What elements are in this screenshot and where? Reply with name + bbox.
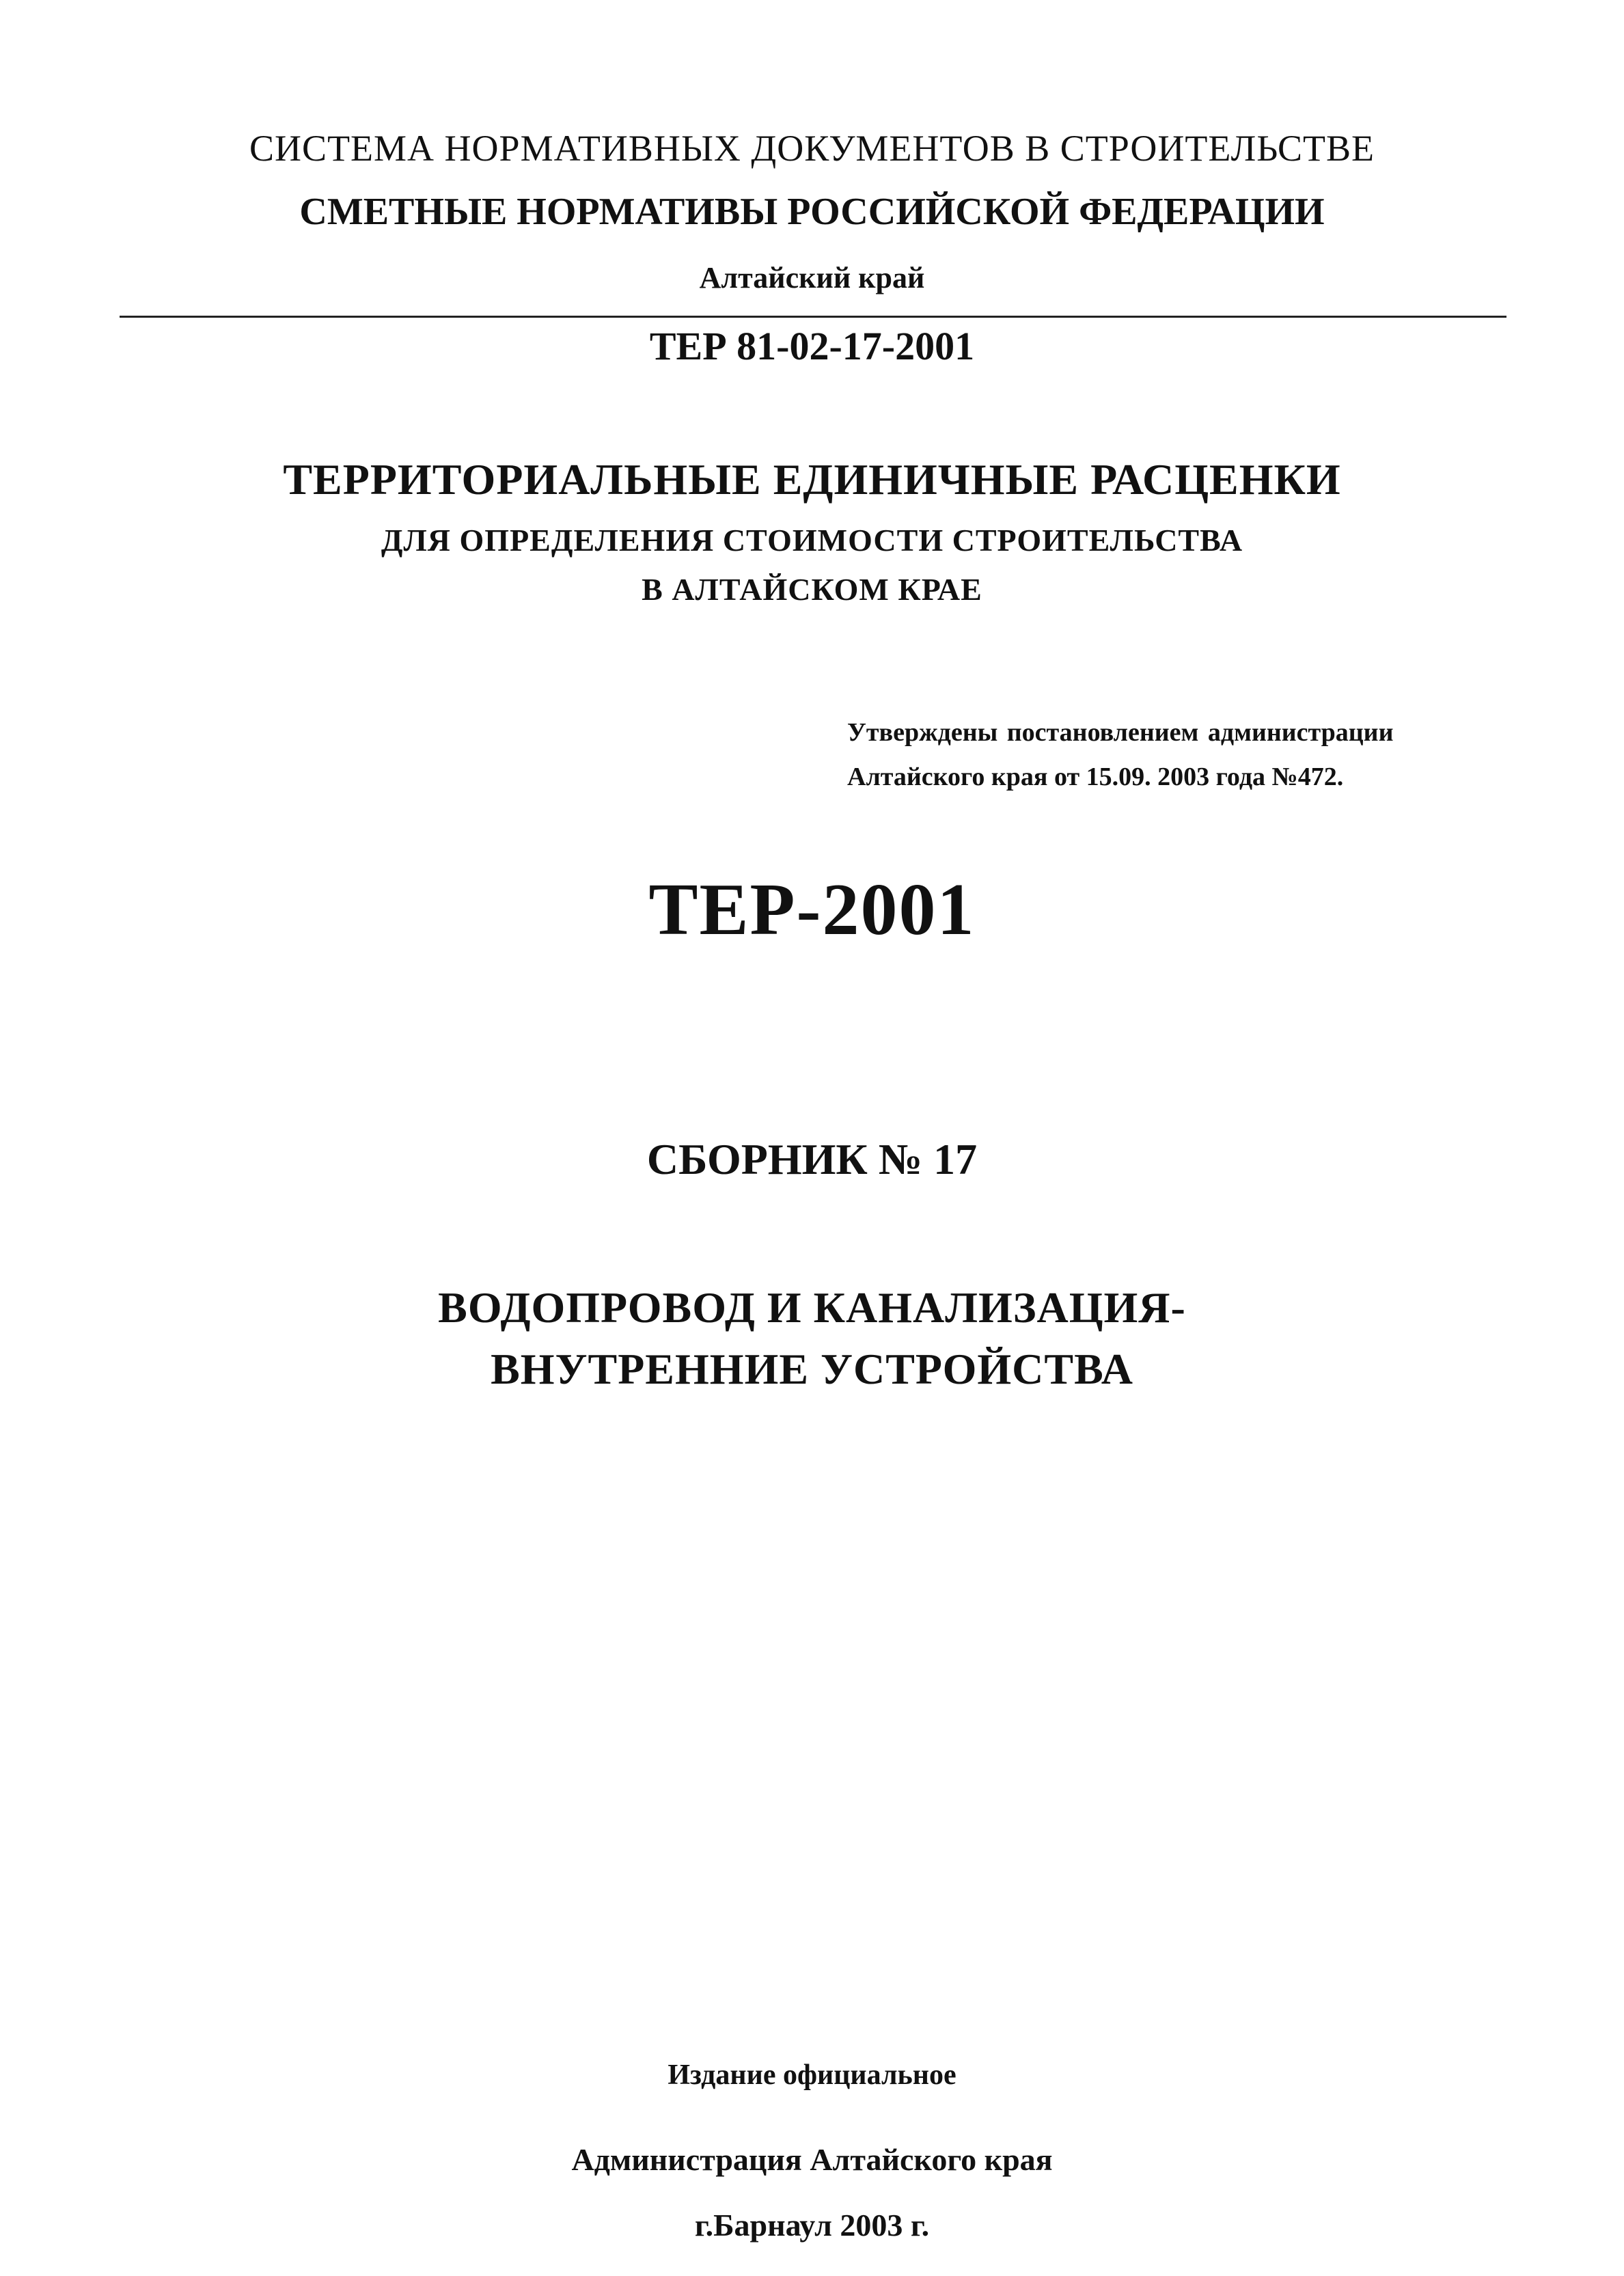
ter-heading: ТЕР-2001: [648, 869, 976, 950]
topic-line-1: ВОДОПРОВОД И КАНАЛИЗАЦИЯ-: [438, 1283, 1186, 1332]
title-line-1: ТЕРРИТОРИАЛЬНЫЕ ЕДИНИЧНЫЕ РАСЦЕНКИ: [283, 455, 1341, 504]
title-line-2: ДЛЯ ОПРЕДЕЛЕНИЯ СТОИМОСТИ СТРОИТЕЛЬСТВА: [381, 523, 1243, 558]
edition-label: Издание официальное: [668, 2059, 956, 2091]
approval-line-2: Алтайского края от 15.09. 2003 года №472.: [847, 763, 1344, 791]
header-divider: [120, 316, 1506, 318]
city-year-label: г.Барнаул 2003 г.: [694, 2208, 930, 2243]
system-heading: СИСТЕМА НОРМАТИВНЫХ ДОКУМЕНТОВ В СТРОИТЕЛЬСТВЕ: [249, 128, 1375, 169]
title-line-3: В АЛТАЙСКОМ КРАЕ: [642, 572, 982, 607]
approval-line-1: Утверждены постановлением администрации: [847, 718, 1394, 747]
norms-heading: СМЕТНЫЕ НОРМАТИВЫ РОССИЙСКОЙ ФЕДЕРАЦИИ: [299, 191, 1325, 233]
collection-number: СБОРНИК № 17: [646, 1135, 978, 1183]
publisher-label: Администрация Алтайского края: [571, 2142, 1053, 2177]
region-label: Алтайский край: [699, 261, 925, 294]
document-code: ТЕР 81-02-17-2001: [649, 324, 975, 368]
topic-line-2: ВНУТРЕННИЕ УСТРОЙСТВА: [491, 1345, 1133, 1393]
